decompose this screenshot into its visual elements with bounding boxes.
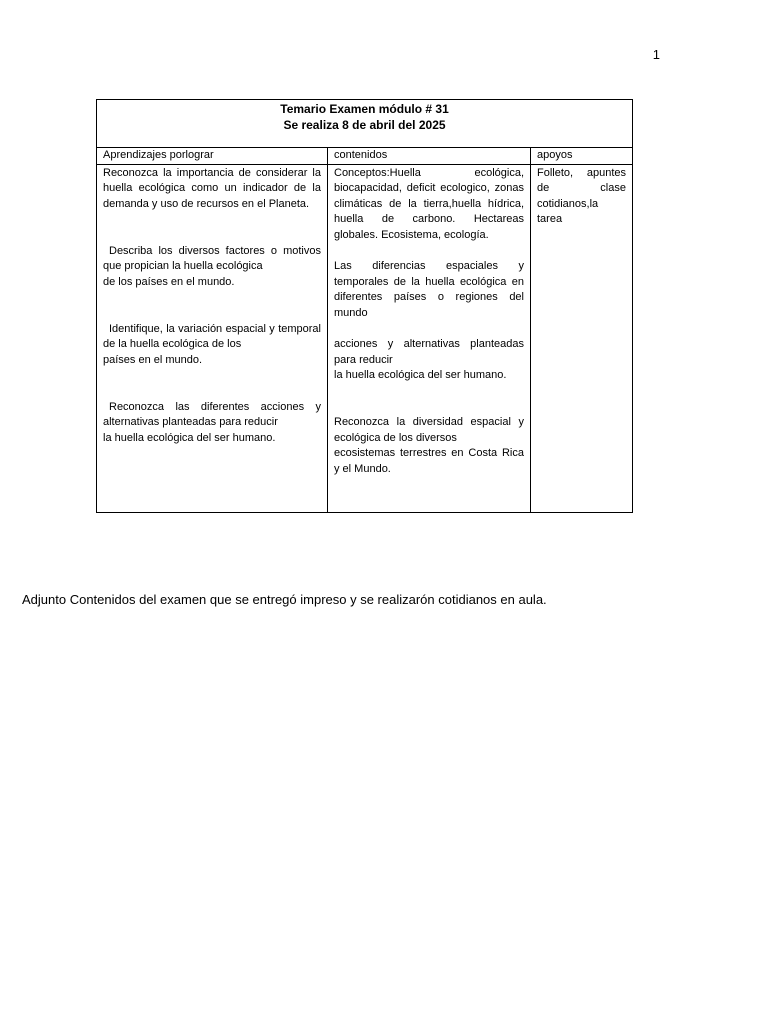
exam-date: Se realiza 8 de abril del 2025 bbox=[283, 118, 446, 132]
page-number: 1 bbox=[652, 47, 660, 62]
column-header-apoyos: apoyos bbox=[531, 148, 633, 165]
column-header-aprendizajes: Aprendizajes porlograr bbox=[97, 148, 328, 165]
contenido-item-4-continued: ecosistemas terrestres en Costa Rica y el Mundo. bbox=[334, 447, 524, 475]
aprendizaje-item-3-text: Identifique, la variación espacial y temporal de la huella ecológica de los bbox=[103, 322, 321, 351]
aprendizaje-item-4-continued: la huella ecológica del ser humano. bbox=[103, 431, 276, 444]
attachment-note: Adjunto Contenidos del examen que se entregó impreso y se realizarón cotidianos en aula. bbox=[22, 592, 547, 607]
column-header-contenidos: contenidos bbox=[328, 148, 531, 165]
table-title-cell bbox=[97, 100, 633, 148]
aprendizaje-item-1: Reconozca la importancia de considerar la huella ecológica como un indicador de la demanda y uso de recursos en el Planeta. bbox=[103, 166, 321, 210]
exam-syllabus-table bbox=[96, 99, 633, 513]
contenido-item-4: Reconozca la diversidad espacial y ecológica de los diversos bbox=[334, 416, 524, 444]
aprendizajes-cell bbox=[97, 164, 328, 512]
apoyo-item-1: Folleto, apuntes de clase cotidianos,la tarea bbox=[537, 166, 626, 226]
contenidos-cell bbox=[328, 164, 531, 512]
aprendizaje-item-2-continued: de los países en el mundo. bbox=[103, 275, 235, 288]
aprendizaje-item-4-text: Reconozca las diferentes acciones y alternativas planteadas para reducir bbox=[103, 400, 321, 429]
aprendizaje-item-2 bbox=[103, 244, 321, 275]
aprendizaje-item-2-text: Describa los diversos factores o motivos que propician la huella ecológica bbox=[103, 244, 321, 273]
apoyos-cell bbox=[531, 164, 633, 512]
contenido-item-2: Las diferencias espaciales y temporales de la huella ecológica en diferentes países o regiones del mundo bbox=[334, 260, 524, 319]
contenido-item-3: acciones y alternativas planteadas para reducir bbox=[334, 338, 524, 366]
aprendizaje-item-4 bbox=[103, 400, 321, 431]
aprendizaje-item-3 bbox=[103, 322, 321, 353]
aprendizaje-item-3-continued: países en el mundo. bbox=[103, 353, 203, 366]
contenido-item-1: Conceptos:Huella ecológica, biocapacidad, deficit ecologico, zonas climáticas de la tierra,huella hídrica, huella de carbono. Hectareas globales. Ecosistema, ecología. bbox=[334, 166, 524, 241]
exam-title: Temario Examen módulo # 31 bbox=[280, 102, 449, 116]
contenido-item-3-continued: la huella ecológica del ser humano. bbox=[334, 369, 507, 382]
